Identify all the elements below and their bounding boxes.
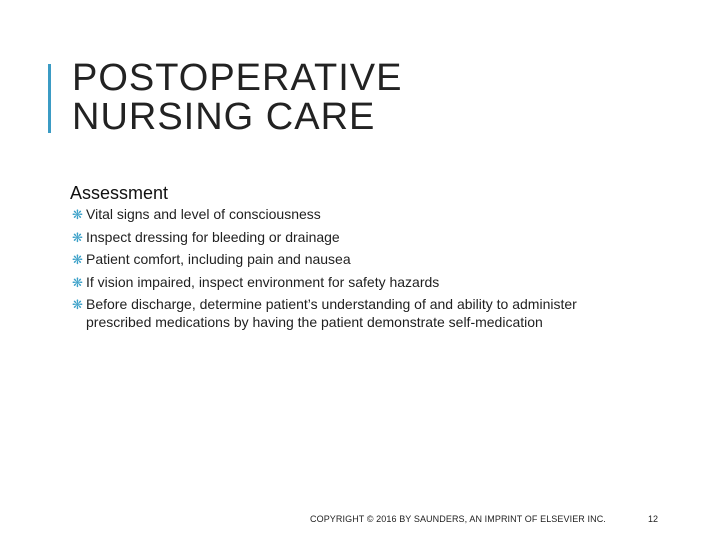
slide-content xyxy=(70,181,630,337)
bullet-item-patient-comfort xyxy=(70,251,630,269)
bullet-text: Before discharge, determine patient’s understanding of and ability to administer prescribed medications by having the patient demonstrate self-medication xyxy=(86,296,577,330)
asterisk-bullet-icon: ❋ xyxy=(72,252,83,268)
copyright-notice: COPYRIGHT © 2016 BY SAUNDERS, AN IMPRINT OF ELSEVIER INC. xyxy=(310,514,606,524)
bullet-item-inspect-dressing xyxy=(70,229,630,247)
bullet-item-vital-signs xyxy=(70,206,630,224)
bullet-list xyxy=(70,206,630,332)
page-number: 12 xyxy=(648,514,659,524)
slide-title-line-2: NURSING CARE xyxy=(72,96,376,138)
asterisk-bullet-icon: ❋ xyxy=(72,229,83,245)
bullet-text: If vision impaired, inspect environment for safety hazards xyxy=(86,273,440,290)
slide-title-line-1: POSTOPERATIVE xyxy=(72,57,403,99)
asterisk-bullet-icon: ❋ xyxy=(72,297,83,313)
asterisk-bullet-icon: ❋ xyxy=(72,274,83,290)
title-accent-bar xyxy=(48,64,51,133)
bullet-text: Patient comfort, including pain and nausea xyxy=(86,251,351,268)
bullet-item-vision-impaired xyxy=(70,274,630,292)
bullet-text: Inspect dressing for bleeding or drainage xyxy=(86,228,340,245)
asterisk-bullet-icon: ❋ xyxy=(72,207,83,222)
bullet-text: Vital signs and level of consciousness xyxy=(86,206,321,222)
slide-footer xyxy=(0,514,720,530)
section-heading: Assessment xyxy=(70,183,169,203)
bullet-item-before-discharge xyxy=(70,296,630,331)
slide-title xyxy=(72,59,672,137)
